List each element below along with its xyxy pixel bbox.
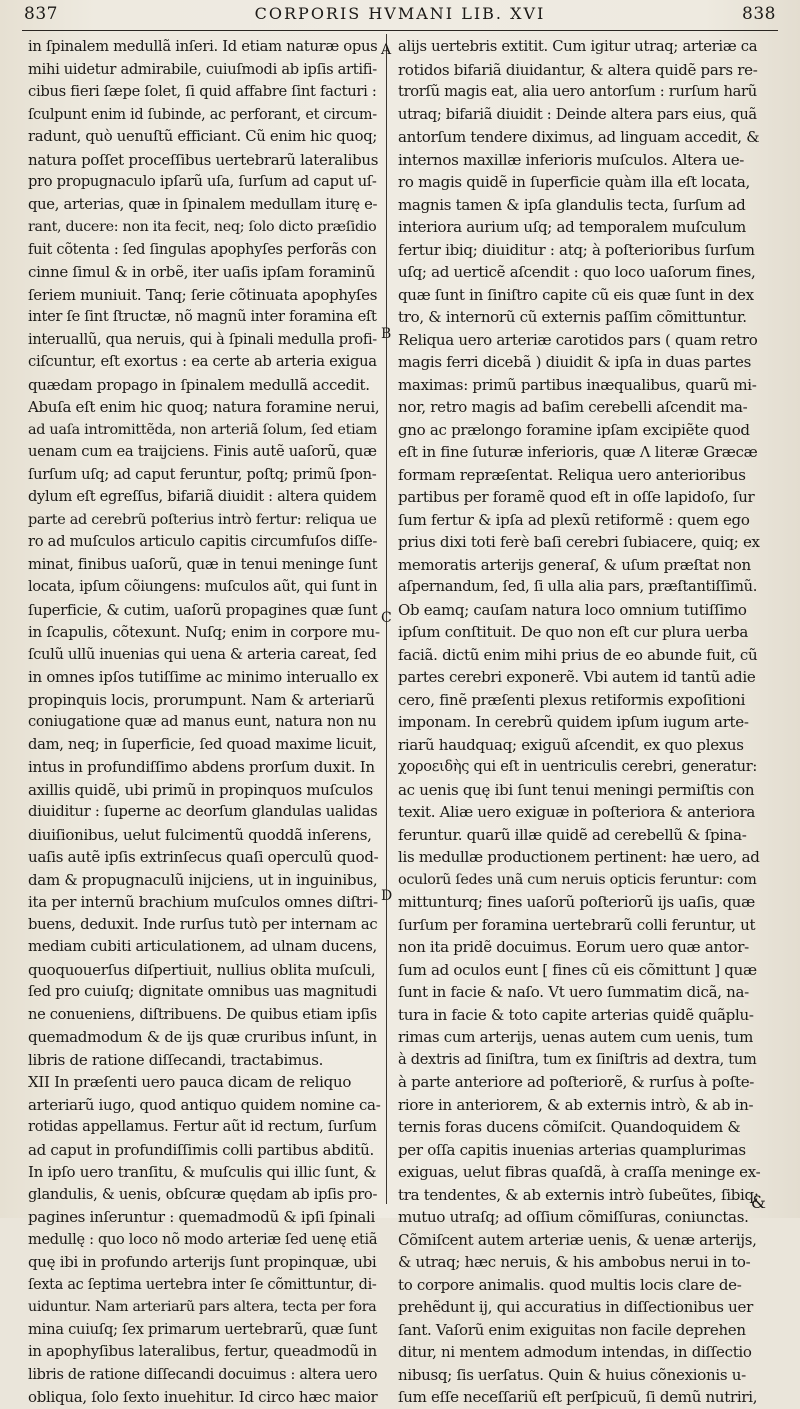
right-column-line: nibusq; ſis uerſatus. Quin & huius cõnexionis u-	[398, 1365, 746, 1384]
left-column-line: ſed pro cuiuſq; dignitate omnibus uas magnitudi	[28, 983, 377, 1000]
left-column-line: medullę : quo loco nõ modo arteriæ ſed uenę etiã	[28, 1231, 378, 1248]
left-column-line: in ſcapulis, cõtexunt. Nuſq; enim in corpore mu-	[28, 623, 380, 641]
right-column-line: antorſum tendere diximus, ad linguam accedit, &	[398, 128, 760, 146]
right-column-line: alijs uertebris extitit. Cum igitur utraq; arteriæ ca	[398, 38, 758, 55]
left-column-line: fuit cõtenta : ſed ſingulas apophyſes perforãs con	[28, 240, 377, 258]
right-column-line: trorſũ magis eat, alia uero antorſum : rurſum harũ	[398, 83, 757, 100]
page-number-right: 838	[742, 4, 776, 24]
right-column-line: riarũ haudquaq; exiguũ aſcendit, ex quo plexus	[398, 735, 744, 754]
left-column-line: diuiſionibus, uelut fulcimentũ quoddã inſerens,	[28, 825, 372, 844]
left-column-line: in apophyſibus lateralibus, fertur, queadmodũ in	[28, 1343, 377, 1360]
right-column-line: & utraq; hæc neruis, & his ambobus nerui in to-	[398, 1253, 751, 1271]
right-column-line: ternis foras ducens cõmiſcit. Quandoquidem &	[398, 1118, 741, 1136]
right-column-line: mittunturq; fines uaſorũ poſteriorũ ijs uaſis, quæ	[398, 893, 755, 911]
left-column-line: ita per internũ brachium muſculos omnes diſtri-	[28, 893, 378, 911]
right-column-line: tura in facie & toto capite arterias quidẽ quãplu-	[398, 1005, 754, 1024]
left-column-line: ſeriem muniuit. Tanq; ſerie cõtinuata apophyſes	[28, 285, 378, 304]
left-column-line: natura poſſet proceſſibus uertebrarũ lateralibus	[28, 150, 379, 169]
right-column-line: magis ferri dicebã ) diuidit & ipſa in duas partes	[398, 353, 752, 371]
right-column-line: imponam. In cerebrũ quidem ipſum iugum arte-	[398, 713, 749, 731]
left-column-line: obliqua, ſolo ſexto inuehitur. Id circo hæc maior	[28, 1388, 378, 1406]
margin-letter-d: D	[381, 888, 393, 904]
left-column-line: pagines inſeruntur : quemadmodũ & ipſi ſpinali	[28, 1208, 375, 1226]
left-column-line: in ſpinalem medullã inſeri. Id etiam naturæ opus	[28, 38, 378, 55]
right-column-line: nor, retro magis ad baſim cerebelli aſcendit ma-	[398, 398, 748, 416]
right-column-line: à dextris ad ſiniſtra, tum ex ſiniſtris ad dextra, tum	[398, 1050, 757, 1068]
right-column-line: magnis tamen & ipſa glandulis tecta, ſurſum ad	[398, 195, 746, 214]
right-column-line: formam repræſentat. Reliqua uero anterioribus	[398, 465, 746, 484]
left-column-line: uaſis autẽ ipſis extrinſecus quaſi operculũ quod-	[28, 848, 379, 866]
right-column-line: feruntur. quarũ illæ quidẽ ad cerebellũ & ſpina-	[398, 825, 747, 844]
left-column-line: interuallũ, qua neruis, qui à ſpinali medulla profi-	[28, 331, 377, 348]
catchword: &	[750, 1193, 766, 1213]
left-column-line: ne conueniens, diſtribuens. De quibus etiam ipſis	[28, 1005, 377, 1023]
right-column-line: Cõmiſcent autem arteriæ uenis, & uenæ arterijs,	[398, 1230, 757, 1249]
right-column-line: quæ ſunt in ſiniſtro capite cũ eis quæ ſunt in dex	[398, 285, 754, 304]
right-column-line: Reliqua uero arteriæ carotidos pars ( quam retro	[398, 330, 758, 349]
left-column-line: ſculpunt enim id ſubinde, ac perforant, et circum-	[28, 106, 377, 123]
left-column-line: coniugatione quæ ad manus eunt, natura non nu	[28, 713, 377, 730]
margin-letter-a: A	[381, 42, 392, 58]
right-column-line: ro magis quidẽ in ſuperficie quàm illa eſt locata,	[398, 173, 751, 191]
right-column-line: partes cerebri exponerẽ. Vbi autem id tantũ adie	[398, 668, 756, 686]
margin-letter-c: C	[381, 610, 392, 626]
left-column-line: ro ad muſculos articulo capitis circumfuſos diſſe-	[28, 533, 378, 550]
right-column-line: ſum fertur & ipſa ad plexũ retiformẽ : quem ego	[398, 510, 750, 529]
left-column-line: buens, deduxit. Inde rurſus tutò per internam ac	[28, 915, 378, 933]
right-column-line: ſant. Vaſorũ enim exiguitas non facile deprehen	[398, 1320, 746, 1339]
left-column-line: axillis quidẽ, ubi primũ in propinquos muſculos	[28, 780, 373, 799]
right-column-line: non ita pridẽ docuimus. Eorum uero quæ antor-	[398, 938, 749, 956]
left-column-line: pro propugnaculo ipſarũ uſa, ſurſum ad caput uſ-	[28, 173, 377, 190]
left-column-line: radunt, quò uenuſtũ efficiant. Cũ enim hic quoq;	[28, 128, 378, 145]
right-column-line: cero, finẽ præſenti plexus retiformis expoſitioni	[398, 690, 746, 709]
left-column-line: Abuſa eſt enim hic quoq; natura foramine nerui,	[28, 398, 380, 416]
page-number-left: 837	[24, 4, 58, 24]
left-column-line: ſurſum uſq; ad caput feruntur, poſtq; primũ ſpon-	[28, 465, 377, 483]
left-column-line: ſuperficie, & cutim, uaſorũ propagines quæ ſunt	[28, 600, 378, 619]
left-column-line: inter ſe ſint ſtructæ, nõ magnũ inter foramina eſt	[28, 308, 377, 325]
left-column-line: mina cuiuſq; ſex primarum uertebrarũ, quæ ſunt	[28, 1320, 378, 1338]
right-column-line: internos maxillæ inferioris muſculos. Altera ue-	[398, 150, 745, 169]
left-column-line: mediam cubiti articulationem, ad ulnam ducens,	[28, 938, 377, 955]
left-column-line: cinne ſimul & in orbẽ, iter uaſis ipſam foraminũ	[28, 263, 376, 281]
header-rule	[22, 30, 778, 31]
right-column-line: per oſſa capitis inuenias arterias quamplurimas	[398, 1140, 746, 1159]
left-column-line: quoquouerſus diſpertiuit, nullius oblita muſculi,	[28, 960, 376, 979]
left-column-line: in omnes ipſos tutiſſime ac minimo interuallo ex	[28, 668, 379, 686]
left-column-line: libris de ratione diſſecandi docuimus : altera uero	[28, 1366, 378, 1383]
left-column-line: quædam propago in ſpinalem medullã accedit.	[28, 375, 370, 394]
right-column-line: interiora aurium uſq; ad temporalem muſculum	[398, 218, 746, 236]
left-column-line: quę ibi in profundo arterijs ſunt propinquæ, ubi	[28, 1253, 377, 1271]
right-column-line: à parte anteriore ad poſteriorẽ, & rurſus à poſte-	[398, 1073, 755, 1091]
right-column-line: texit. Aliæ uero exiguæ in poſteriora & anteriora	[398, 803, 756, 821]
left-column-line: libris de ratione diſſecandi, tractabimus.	[28, 1050, 324, 1069]
right-column-line: gno ac prælongo foramine ipſam excipiẽte quod	[398, 420, 750, 439]
left-column-line: dam & propugnaculũ inijciens, ut in inguinibus,	[28, 870, 378, 889]
right-column-line: uſq; ad uerticẽ aſcendit : quo loco uaſorum fines,	[398, 263, 756, 281]
left-column-line: que, arterias, quæ in ſpinalem medullam iturę e-	[28, 195, 378, 213]
right-column-line: fertur ibiq; diuiditur : atq; à poſterioribus ſurſum	[398, 240, 755, 259]
left-column-line: cibus fieri ſæpe ſolet, ſi quid affabre ſint facturi :	[28, 83, 377, 100]
left-column-line: locata, ipſum cõiungens: muſculos aũt, qui ſunt in	[28, 579, 378, 595]
left-column-line: ſexta ac ſeptima uertebra inter ſe cõmittuntur, di-	[28, 1276, 377, 1293]
right-column-line: ipſum conſtituit. De quo non eſt cur plura uerba	[398, 623, 748, 641]
right-column-line: ditur, ni mentem admodum intendas, in diſſectio	[398, 1343, 752, 1361]
right-column-line: ſunt in facie & naſo. Vt uero ſummatim dicã, na-	[398, 983, 749, 1001]
left-column-line: ſculũ ullũ inuenias qui uena & arteria careat, ſed	[28, 645, 377, 663]
left-column-line: uiduntur. Nam arteriarũ pars altera, tecta per fora	[28, 1299, 377, 1315]
right-column-line: to corpore animalis. quod multis locis clare de-	[398, 1275, 742, 1294]
right-column-line: ac uenis quę ibi ſunt tenui meningi permiſtis con	[398, 780, 755, 799]
right-column-line: rimas cum arterijs, uenas autem cum uenis, tum	[398, 1028, 754, 1046]
left-column-line: diuiditur : ſuperne ac deorſum glandulas ualidas	[28, 803, 378, 820]
right-column-line: tra tendentes, & ab externis intrò ſubeũtes, ſibiq;	[398, 1185, 759, 1204]
left-column-line: In ipſo uero tranſitu, & muſculis qui illic ſunt, &	[28, 1163, 377, 1181]
right-column-line: ſum eſſe neceſſariũ eſt perſpicuũ, ſi demũ nutriri,	[398, 1388, 758, 1406]
right-column-line: prehẽdunt ij, qui accuratius in diſſectionibus uer	[398, 1298, 753, 1316]
left-column-line: rant, ducere: non ita fecit, neq; ſolo dicto præſidio	[28, 219, 377, 235]
left-column-line: propinquis locis, prorumpunt. Nam & arteriarũ	[28, 690, 375, 709]
right-column-line: aſpernandum, ſed, ſi ulla alia pars, præſtantiſſimũ.	[398, 578, 758, 595]
right-column-line: oculorũ ſedes unã cum neruis opticis feruntur: com	[398, 871, 757, 888]
right-column-line: maximas: primũ partibus inæqualibus, quarũ mi-	[398, 375, 757, 394]
right-column-line: tro, & internorũ cũ externis paſſim cõmittuntur.	[398, 308, 747, 326]
right-column-line: exiguas, uelut fibras quaſdã, à craſſa meninge ex-	[398, 1163, 761, 1181]
right-column-line: prius dixi toti ferè baſi cerebri ſubiacere, quiq; ex	[398, 533, 760, 551]
left-column-line: arteriarũ iugo, quod antiquo quidem nomine ca-	[28, 1095, 381, 1114]
left-column-line: uenam cum ea traijciens. Finis autẽ uaſorũ, quæ	[28, 443, 377, 460]
right-column-line: Ob eamq; cauſam natura loco omnium tutiſſimo	[398, 600, 747, 619]
left-column-line: intus in profundiſſimo abdens prorſum duxit. In	[28, 758, 375, 776]
left-column-line: mihi uidetur admirabile, cuiuſmodi ab ipſis artifi-	[28, 60, 377, 78]
left-column-line: minat, finibus uaſorũ, quæ in tenui meninge ſunt	[28, 555, 378, 573]
left-column-line: glandulis, & uenis, obſcuræ quędam ab ipſis pro-	[28, 1185, 378, 1203]
left-column-line: quemadmodum & de ijs quæ cruribus inſunt, in	[28, 1028, 377, 1046]
left-column-line: XII In præſenti uero pauca dicam de reliquo	[28, 1073, 352, 1091]
left-column-line: dylum eſt egreſſus, bifariã diuidit : altera quidem	[28, 488, 377, 505]
right-column-line: partibus per foramẽ quod eſt in oſſe lapidoſo, ſur	[398, 488, 755, 506]
margin-letter-b: B	[381, 326, 392, 342]
left-column-line: ad uaſa intromittẽda, non arteriã ſolum, ſed etiam	[28, 421, 377, 438]
right-column-line: rotidos bifariã diuidantur, & altera quidẽ pars re-	[398, 60, 758, 79]
right-column-line: memoratis arterijs generaſ, & uſum præſtat non	[398, 555, 751, 574]
right-column-line: riore in anteriorem, & ab externis intrò, & ab in-	[398, 1095, 754, 1114]
right-column-line: mutuo utraſq; ad oſſium cõmiſſuras, coniunctas.	[398, 1208, 749, 1226]
running-head: CORPORIS HVMANI LIB. XVI	[254, 4, 546, 23]
right-column-line: ſum ad oculos eunt [ fines cũ eis cõmittunt ] quæ	[398, 960, 757, 979]
right-column-line: lis medullæ productionem pertinent: hæ uero, ad	[398, 848, 760, 866]
left-column-line: ad caput in profundiſſimis colli partibus abditũ.	[28, 1140, 374, 1159]
right-column-line: χοροειδὴς qui eſt in uentriculis cerebri, generatur:	[398, 758, 758, 775]
right-column-line: ſurſum per foramina uertebrarũ colli feruntur, ut	[398, 915, 756, 934]
right-column-line: eſt in fine ſuturæ inferioris, quæ Λ literæ Græcæ	[398, 443, 758, 461]
left-column-line: ciſcuntur, eſt exortus : ea certe ab arteria exigua	[28, 353, 377, 370]
left-column	[28, 36, 380, 1409]
page-header	[0, 0, 800, 40]
right-column	[398, 36, 760, 1409]
right-column-line: utraq; bifariã diuidit : Deinde altera pars eius, quã	[398, 105, 757, 123]
left-column-line: dam, neq; in ſuperficie, ſed quoad maxime licuit,	[28, 735, 377, 753]
left-column-line: rotidas appellamus. Fertur aũt id rectum, ſurſum	[28, 1118, 377, 1135]
right-column-line: faciã. dictũ enim mihi prius de eo abunde fuit, cũ	[398, 645, 758, 664]
left-column-line: parte ad cerebrũ poſterius intrò fertur: reliqua ue	[28, 511, 377, 528]
